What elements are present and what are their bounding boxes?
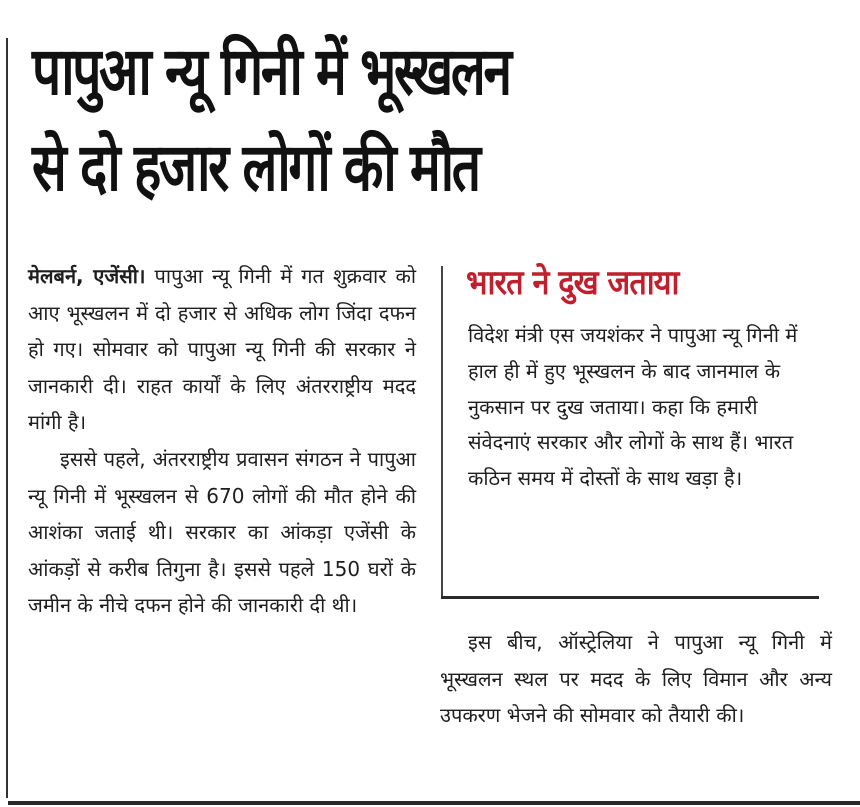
- headline-line-2: से दो हजार लोगों की मौत: [32, 129, 479, 206]
- cropped-previous-text: [0, 0, 260, 10]
- headline-line-1: पापुआ न्यू गिनी में भूस्खलन: [32, 33, 510, 110]
- sidebar-title: भारत ने दुख जताया: [466, 263, 679, 303]
- sidebar-body: विदेश मंत्री एस जयशंकर ने पापुआ न्यू गिनी में हाल ही में हुए भूस्खलन के बाद जानमाल के नुकसान पर दुख जताया। कहा कि हमारी संवेदनाएं सरकार और लोगों के साथ हैं। भारत कठिन समय में दोस्तों के साथ खड़ा है।: [468, 323, 798, 491]
- dateline: मेलबर्न, एजेंसी।: [28, 264, 146, 288]
- left-column-rule: [6, 38, 8, 798]
- left-column: [28, 258, 416, 624]
- column-divider: [441, 266, 443, 596]
- paragraph-2: इससे पहले, अंतरराष्ट्रीय प्रवासन संगठन ने पापुआ न्यू गिनी में भूस्खलन से 670 लोगों की मौत होने की आशंका जताई थी। सरकार का आंकड़ा एजेंसी के आंकड़ों से करीब तिगुना है। इससे पहले 150 घरों के जमीन के नीचे दफन होने की जानकारी दी थी।: [28, 446, 416, 618]
- paragraph-1: [28, 258, 416, 441]
- headline: [32, 24, 664, 216]
- bottom-rule: [8, 801, 860, 805]
- paragraph-1-text: पापुआ न्यू गिनी में गत शुक्रवार को आए भूस्खलन में दो हजार से अधिक लोग जिंदा दफन हो गए। सोमवार को पापुआ न्यू गिनी की सरकार ने जानकारी दी। राहत कार्यों के लिए अंतरराष्ट्रीय मदद मांगी है।: [28, 264, 417, 435]
- paragraph-3: इस बीच, ऑस्ट्रेलिया ने पापुआ न्यू गिनी में भूस्खलन स्थल पर मदद के लिए विमान और अन्य उपकरण भेजने की सोमवार को तैयारी की।: [440, 630, 832, 727]
- sidebar-bottom-rule: [441, 596, 819, 599]
